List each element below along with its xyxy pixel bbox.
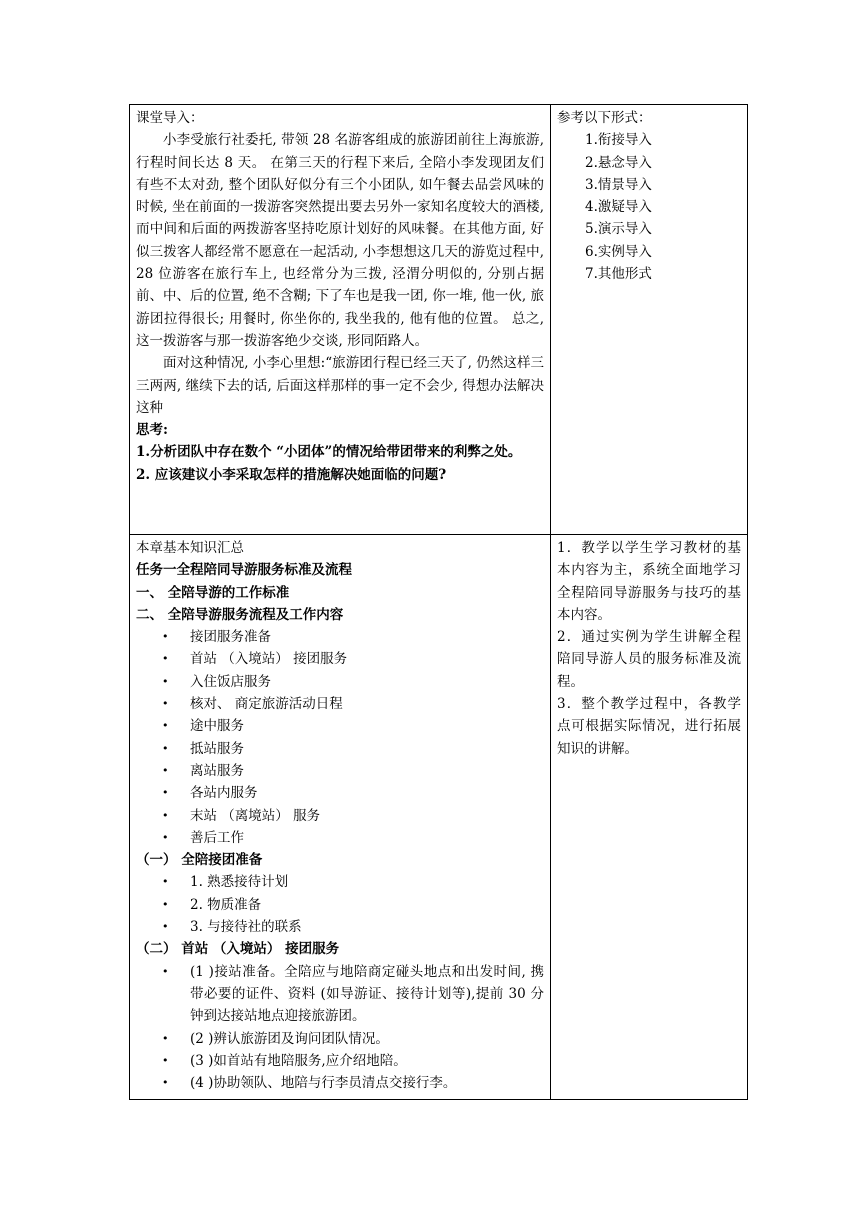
list-item: • 核对、 商定旅游活动日程 — [136, 693, 544, 715]
note-2: 2．通过实例为学生讲解全程陪同导游人员的服务标准及流程。 — [557, 629, 741, 690]
list-item: • 1. 熟悉接待计划 — [136, 871, 544, 893]
list-item: • (3 )如首站有地陪服务,应介绍地陪。 — [136, 1050, 544, 1072]
intro-row — [130, 105, 748, 535]
list-item: • 3. 与接待社的联系 — [136, 916, 544, 938]
section-2-title: 二、 全陪导游服务流程及工作内容 — [136, 606, 344, 623]
subsection-2-title: （二） 首站 （入境站） 接团服务 — [136, 941, 340, 958]
list-item: • 接团服务准备 — [136, 626, 544, 648]
question-2: 2. 应该建议小李采取怎样的措施解决她面临的问题? — [136, 466, 447, 483]
intro-paragraph-2: 面对这种情况, 小李心里想:“旅游团行程已经三天了, 仍然这样三三两两, 继续下去的话, 后面这样那样的事一定不会少, 得想办法解决这种 — [136, 355, 544, 416]
list-item: • (1 )接站准备。全陪应与地陪商定碰头地点和出发时间, 携带必要的证件、资料 (如导游证、接待计划等),提前 30 分钟到达接站地点迎接旅游团。 — [136, 961, 544, 1028]
list-item: • 善后工作 — [136, 827, 544, 849]
list-item: • 离站服务 — [136, 760, 544, 782]
intro-heading: 课堂导入： — [136, 110, 204, 126]
list-item: 7.其他形式 — [585, 266, 652, 283]
knowledge-heading: 本章基本知识汇总 — [136, 540, 244, 556]
forms-list — [557, 129, 741, 285]
think-label: 思考: — [136, 422, 168, 439]
list-item: • 抵站服务 — [136, 738, 544, 760]
list-item: 3.情景导入 — [585, 176, 652, 193]
list-item: 1.衔接导入 — [585, 132, 652, 149]
subsection-1-title: （一） 全陪接团准备 — [136, 852, 263, 869]
list-item: • (4 )协助领队、地陪与行李员清点交接行李。 — [136, 1072, 544, 1094]
list-item: • 途中服务 — [136, 715, 544, 737]
knowledge-cell — [130, 535, 551, 1100]
process-list — [136, 626, 544, 849]
notes-cell — [551, 535, 748, 1100]
question-1: 1.分析团队中存在数个 “小团体”的情况给带团带来的利弊之处。 — [136, 444, 522, 461]
note-3: 3．整个教学过程中，各教学点可根据实际情况，进行拓展知识的讲解。 — [557, 696, 741, 757]
section-1-title: 一、 全陪导游的工作标准 — [136, 584, 290, 601]
list-item: 6.实例导入 — [585, 243, 652, 260]
first-station-list — [136, 961, 544, 1095]
intro-paragraph-1: 小李受旅行社委托, 带领 28 名游客组成的旅游团前往上海旅游, 行程时间长达 8 天。 在第三天的行程下来后, 全陪小李发现团友们有些不太对劲, 整个团队好似分有三个小团队, 如午餐去品尝风味的时候, 坐在前面的一拨游客突然提出要去另外一家知名度较大的酒楼, 而中间和后面的两拨游客坚持吃原计划好的风味餐。在其他方面, 好似三拨客人都经常不愿意在一起活动, 小李想想这几天的游览过程中, 28 位游客在旅行车上, 也经常分为三拨, 泾渭分明似的, 分别占据前、中、后的位置, 绝不含糊; 下了车也是我一团, 你一堆, 他一伙, 旅游团拉得很长; 用餐时, 你坐你的, 我坐我的, 他有他的位置。 总之, 这一拨游客与那一拨游客绝少交谈, 形同陌路人。 — [136, 132, 544, 349]
list-item: 2.悬念导入 — [585, 154, 652, 171]
list-item: • 2. 物质准备 — [136, 894, 544, 916]
task-title: 任务一全程陪同导游服务标准及流程 — [136, 562, 352, 579]
knowledge-row — [130, 535, 748, 1100]
note-1: 1．教学以学生学习教材的基本内容为主，系统全面地学习全程陪同导游服务与技巧的基本内容。 — [557, 540, 741, 623]
forms-heading: 参考以下形式： — [557, 110, 652, 126]
lesson-table — [129, 104, 748, 1100]
list-item: • (2 )辨认旅游团及询问团队情况。 — [136, 1028, 544, 1050]
list-item: • 入住饭店服务 — [136, 671, 544, 693]
prep-list — [136, 871, 544, 938]
list-item: • 首站 （入境站） 接团服务 — [136, 648, 544, 670]
list-item: • 各站内服务 — [136, 782, 544, 804]
list-item: 4.激疑导入 — [585, 199, 652, 216]
list-item: 5.演示导入 — [585, 221, 652, 238]
list-item: • 末站 （离境站） 服务 — [136, 805, 544, 827]
forms-cell — [551, 105, 748, 535]
intro-cell — [130, 105, 551, 535]
